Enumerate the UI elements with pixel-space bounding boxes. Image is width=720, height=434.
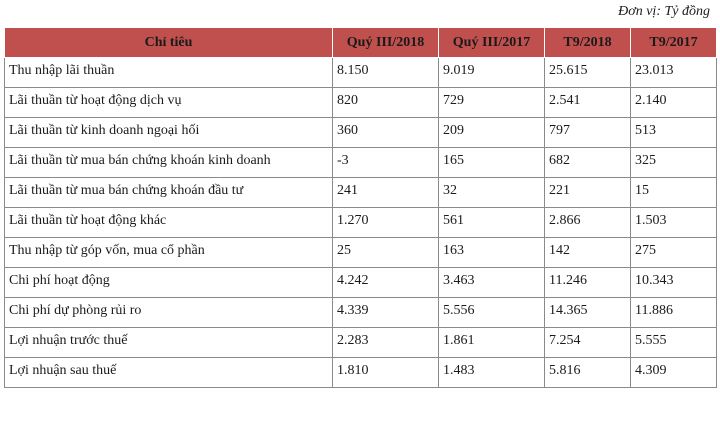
cell-value: 25 — [333, 238, 439, 268]
cell-value: 32 — [439, 178, 545, 208]
table-row — [5, 298, 717, 328]
cell-value: 23.013 — [631, 58, 717, 88]
cell-value: 221 — [545, 178, 631, 208]
table-row — [5, 118, 717, 148]
table-row — [5, 88, 717, 118]
cell-value: 2.541 — [545, 88, 631, 118]
table-header-row — [5, 28, 717, 58]
cell-value: 275 — [631, 238, 717, 268]
cell-value: 2.140 — [631, 88, 717, 118]
cell-value: 4.242 — [333, 268, 439, 298]
column-header: Quý III/2018 — [333, 28, 439, 58]
cell-value: 25.615 — [545, 58, 631, 88]
row-label: Chi phí dự phòng rủi ro — [5, 298, 333, 328]
cell-value: 11.246 — [545, 268, 631, 298]
cell-value: 1.270 — [333, 208, 439, 238]
cell-value: 820 — [333, 88, 439, 118]
table-row — [5, 208, 717, 238]
table-row — [5, 148, 717, 178]
cell-value: 729 — [439, 88, 545, 118]
cell-value: 14.365 — [545, 298, 631, 328]
table-row — [5, 58, 717, 88]
cell-value: 8.150 — [333, 58, 439, 88]
cell-value: 1.861 — [439, 328, 545, 358]
financial-table — [4, 27, 717, 388]
table-row — [5, 328, 717, 358]
cell-value: 797 — [545, 118, 631, 148]
cell-value: 241 — [333, 178, 439, 208]
cell-value: 4.309 — [631, 358, 717, 388]
row-label: Lãi thuần từ hoạt động khác — [5, 208, 333, 238]
row-label: Lợi nhuận sau thuế — [5, 358, 333, 388]
cell-value: 513 — [631, 118, 717, 148]
cell-value: 11.886 — [631, 298, 717, 328]
row-label: Lãi thuần từ hoạt động dịch vụ — [5, 88, 333, 118]
cell-value: 15 — [631, 178, 717, 208]
column-header: T9/2018 — [545, 28, 631, 58]
cell-value: 561 — [439, 208, 545, 238]
cell-value: 142 — [545, 238, 631, 268]
cell-value: 5.555 — [631, 328, 717, 358]
cell-value: 163 — [439, 238, 545, 268]
row-label: Lãi thuần từ kinh doanh ngoại hối — [5, 118, 333, 148]
cell-value: 5.556 — [439, 298, 545, 328]
cell-value: 165 — [439, 148, 545, 178]
cell-value: 1.810 — [333, 358, 439, 388]
column-header: Chỉ tiêu — [5, 28, 333, 58]
cell-value: 5.816 — [545, 358, 631, 388]
cell-value: 4.339 — [333, 298, 439, 328]
row-label: Chi phí hoạt động — [5, 268, 333, 298]
cell-value: 3.463 — [439, 268, 545, 298]
cell-value: 682 — [545, 148, 631, 178]
cell-value: 360 — [333, 118, 439, 148]
row-label: Lợi nhuận trước thuế — [5, 328, 333, 358]
column-header: Quý III/2017 — [439, 28, 545, 58]
cell-value: 9.019 — [439, 58, 545, 88]
cell-value: 209 — [439, 118, 545, 148]
table-row — [5, 238, 717, 268]
row-label: Thu nhập từ góp vốn, mua cổ phần — [5, 238, 333, 268]
cell-value: 1.483 — [439, 358, 545, 388]
cell-value: 1.503 — [631, 208, 717, 238]
column-header: T9/2017 — [631, 28, 717, 58]
cell-value: -3 — [333, 148, 439, 178]
cell-value: 10.343 — [631, 268, 717, 298]
unit-note: Đơn vị: Tỷ đồng — [618, 4, 710, 19]
row-label: Lãi thuần từ mua bán chứng khoán đầu tư — [5, 178, 333, 208]
row-label: Lãi thuần từ mua bán chứng khoán kinh doanh — [5, 148, 333, 178]
table-row — [5, 358, 717, 388]
table-row — [5, 268, 717, 298]
table-row — [5, 178, 717, 208]
cell-value: 7.254 — [545, 328, 631, 358]
row-label: Thu nhập lãi thuần — [5, 58, 333, 88]
table-body — [5, 58, 717, 388]
cell-value: 2.866 — [545, 208, 631, 238]
cell-value: 325 — [631, 148, 717, 178]
cell-value: 2.283 — [333, 328, 439, 358]
